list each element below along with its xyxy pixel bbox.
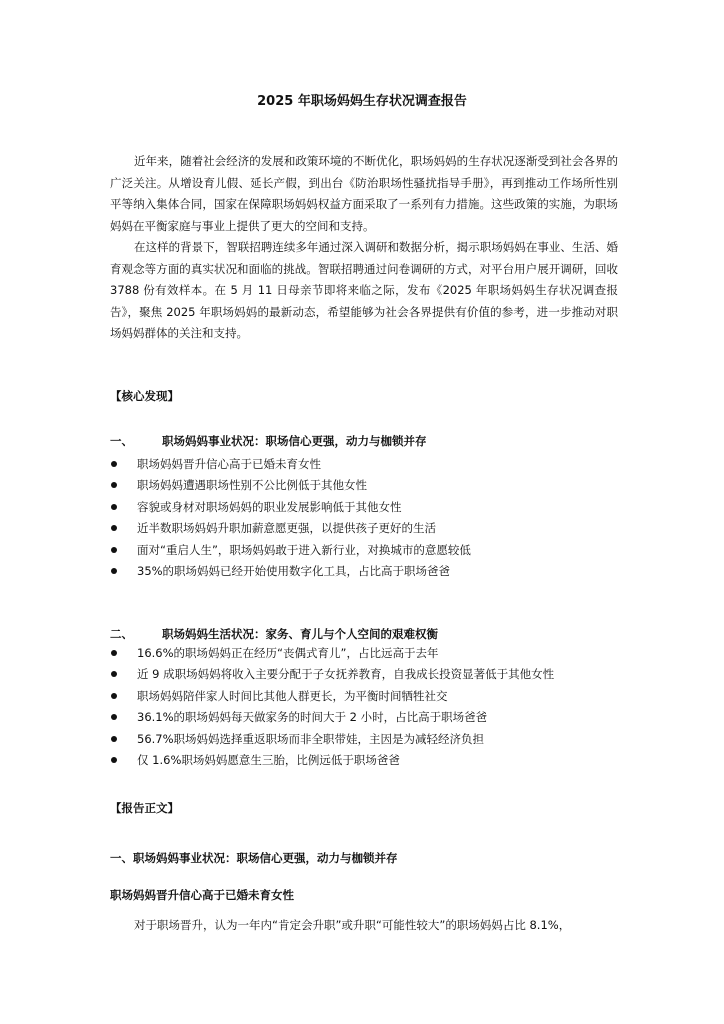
list-item [110,496,618,518]
document-title: 2025 年职场妈妈生存状况调查报告 [257,94,467,109]
section-number: 一、 [110,434,133,448]
bullet-icon [111,461,117,467]
body-heading: 一、职场妈妈事业状况：职场信心更强，动力与枷锁并存 [110,851,398,865]
bullet-icon [111,693,117,699]
list-item [110,750,618,772]
core-findings-label: 【核心发现】 [110,389,179,403]
bullet-icon [111,671,117,677]
bullet-icon [111,736,117,742]
intro-paragraph: 近年来，随着社会经济的发展和政策环境的不断优化，职场妈妈的生存状况逐渐受到社会各界的广泛关注。从增设育儿假、延长产假，到出台《防治职场性骚扰指导手册》，再到推动工作场所性别平等纳入集体合同，国家在保障职场妈妈权益方面采取了一系列有力措施。这些政策的实施，为职场妈妈在平衡家庭与事业上提供了更大的空间和支持。 [110,154,618,233]
bullet-icon [111,504,117,510]
list-item [110,561,618,583]
section-title: 职场妈妈生活状况：家务、育儿与个人空间的艰难权衡 [162,627,438,641]
list-item [110,685,618,707]
intro-paragraph: 在这样的背景下，智联招聘连续多年通过深入调研和数据分析，揭示职场妈妈在事业、生活、婚育观念等方面的真实状况和面临的挑战。智联招聘通过问卷调研的方式，对平台用户展开调研，回收 3788 份有效样本。在 5 月 11 日母亲节即将来临之际，发布《2025 年职场妈妈生存状况调查报告》，聚焦 2025 年职场妈妈的最新动态，希望能够为社会各界提供有价值的参考，进一步推动对职场妈妈群体的关注和支持。 [110,240,618,340]
bullet-icon [111,714,117,720]
list-item [110,518,618,540]
list-item [110,642,618,664]
section-heading [110,433,618,449]
list-item-text: 16.6%的职场妈妈正在经历“丧偶式育儿”，占比远高于去年 [137,645,439,660]
bullet-list [110,642,618,771]
list-item-text: 36.1%的职场妈妈每天做家务的时间大于 2 小时，占比高于职场爸爸 [137,710,488,725]
bullet-list [110,453,618,582]
list-item [110,664,618,686]
list-item-text: 职场妈妈晋升信心高于已婚未育女性 [137,456,321,471]
bullet-icon [111,547,117,553]
list-item-text: 职场妈妈陪伴家人时间比其他人群更长，为平衡时间牺牲社交 [137,688,448,703]
body-paragraph: 对于职场晋升，认为一年内“肯定会升职”或升职“可能性较大”的职场妈妈占比 8.1%， [134,918,571,932]
list-item-text: 容貌或身材对职场妈妈的职业发展影响低于其他女性 [137,499,402,514]
bullet-icon [111,482,117,488]
body-subheading: 职场妈妈晋升信心高于已婚未育女性 [110,888,294,902]
list-item-text: 面对“重启人生”，职场妈妈敢于进入新行业，对换城市的意愿较低 [137,542,471,557]
list-item [110,475,618,497]
bullet-icon [111,757,117,763]
list-item [110,539,618,561]
bullet-icon [111,525,117,531]
list-item-text: 职场妈妈遭遇职场性别不公比例低于其他女性 [137,478,367,493]
bullet-icon [111,568,117,574]
bullet-icon [111,650,117,656]
list-item-text: 56.7%职场妈妈选择重返职场而非全职带娃，主因是为减轻经济负担 [137,731,485,746]
section-heading [110,626,618,642]
section-number: 二、 [110,627,133,641]
list-item [110,728,618,750]
list-item-text: 近半数职场妈妈升职加薪意愿更强，以提供孩子更好的生活 [137,521,436,536]
list-item-text: 仅 1.6%职场妈妈愿意生三胎，比例远低于职场爸爸 [137,753,400,768]
list-item [110,453,618,475]
list-item [110,707,618,729]
report-body-label: 【报告正文】 [110,801,179,815]
list-item-text: 近 9 成职场妈妈将收入主要分配于子女抚养教育，自我成长投资显著低于其他女性 [137,667,555,682]
list-item-text: 35%的职场妈妈已经开始使用数字化工具，占比高于职场爸爸 [137,564,451,579]
section-title: 职场妈妈事业状况：职场信心更强，动力与枷锁并存 [162,434,427,448]
